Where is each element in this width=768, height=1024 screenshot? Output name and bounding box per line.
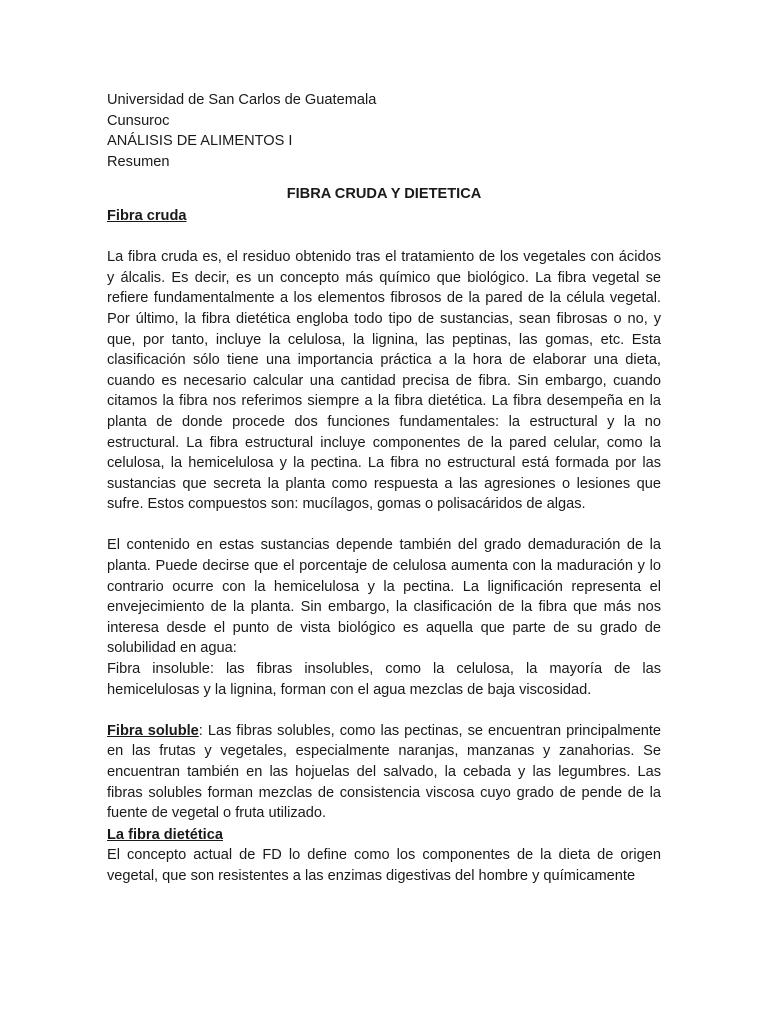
university-name: Universidad de San Carlos de Guatemala — [107, 92, 377, 108]
heading-fibra-cruda: Fibra cruda — [107, 207, 187, 224]
document-type: Resumen — [107, 153, 170, 170]
fibra-soluble-text: : Las fibras solubles, como las pectinas, se encuentran principalmente en las frutas y vegetales, especialmente naranjas, manzanas y zanahorias. Se encuentran también en las hojuelas del salvado, la cebada y las legumbres. Las fibras solubles forman mezclas de consistencia viscosa cuyo grado de pende de la fuente de vegetal o fruta utilizado. — [107, 722, 661, 822]
paragraph-fibra-cruda-2: El contenido en estas sustancias depende también del grado demaduración de la planta. Puede decirse que el porcentaje de celulosa aumenta con la maduración y lo contrario ocurre con la hemicelulosa y la pectina. La lignificación representa el envejecimiento de la planta. Sin embargo, la clasificación de la fibra que más nos interesa desde el punto de vista biológico es aquella que parte de su grado de solubilidad en agua: — [107, 537, 661, 657]
document-page — [107, 90, 661, 887]
course-name: ANÁLISIS DE ALIMENTOS I — [107, 133, 293, 150]
paragraph-fibra-soluble — [107, 721, 661, 824]
document-title: FIBRA CRUDA Y DIETETICA — [286, 186, 482, 203]
heading-fibra-soluble: Fibra soluble — [107, 722, 199, 739]
paragraph-fibra-cruda-1: La fibra cruda es, el residuo obtenido tras el tratamiento de los vegetales con ácidos y álcalis. Es decir, es un concepto más químico que biológico. La fibra vegetal se refiere fundamentalmente a los elementos fibrosos de la pared de la célula vegetal. Por último, la fibra dietética engloba todo tipo de sustancias, sean fibrosas o no, y que, por tanto, incluye la celulosa, la lignina, las peptinas, las gomas, etc. Esta clasificación sólo tiene una importancia práctica a la hora de elaborar una dieta, cuando es necesario calcular una cantidad precisa de fibra. Sin embargo, cuando citamos la fibra nos referimos siempre a la fibra dietética. La fibra desempeña en la planta de donde procede dos funciones fundamentales: la estructural y la no estructural. La fibra estructural incluye componentes de la pared celular, como la celulosa, la hemicelulosa y la pectina. La fibra no estructural está formada por las sustancias que secreta la planta como respuesta a las agresiones o lesiones que sufre. Estos compuestos son: mucílagos, gomas o polisacáridos de algas. — [107, 249, 661, 513]
paragraph-fibra-insoluble: Fibra insoluble: las fibras insolubles, como la celulosa, la mayoría de las hemicelulosas y la lignina, forman con el agua mezclas de baja viscosidad. — [107, 661, 661, 698]
paragraph-fibra-dietetica-1: El concepto actual de FD lo define como los componentes de la dieta de origen vegetal, que son resistentes a las enzimas digestivas del hombre y químicamente — [107, 847, 661, 884]
campus-name: Cunsuroc — [107, 112, 170, 129]
heading-fibra-dietetica: La fibra dietética — [107, 826, 223, 843]
